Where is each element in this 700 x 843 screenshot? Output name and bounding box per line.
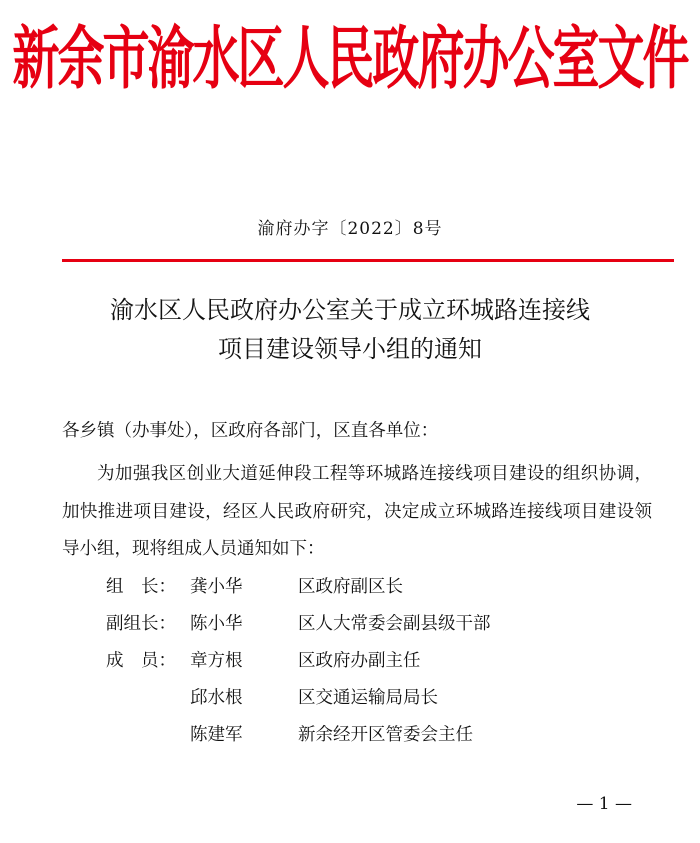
body-paragraph: 为加强我区创业大道延伸段工程等环城路连接线项目建设的组织协调，加快推进项目建设，经区人民政府研究，决定成立环城路连接线项目建设领导小组，现将组成人员通知如下： — [62, 464, 652, 559]
member-position: 新余经开区管委会主任 — [298, 725, 473, 745]
salutation: 各乡镇（办事处），区政府各部门，区直各单位： — [62, 421, 439, 441]
red-divider — [62, 259, 674, 262]
issuer-header: 新余市渝水区人民政府办公室文件 — [12, 19, 688, 100]
member-role: 成 员： — [106, 651, 176, 671]
member-position: 区政府办副主任 — [298, 651, 421, 671]
title-line-1: 渝水区人民政府办公室关于成立环城路连接线 — [110, 296, 590, 324]
member-position: 区政府副区长 — [298, 577, 403, 597]
member-name: 邱水根 — [190, 688, 243, 708]
member-role: 副组长： — [106, 614, 176, 634]
member-position: 区人大常委会副县级干部 — [298, 614, 491, 634]
member-role: 组 长： — [106, 577, 176, 597]
member-name: 章方根 — [190, 651, 243, 671]
member-position: 区交通运输局局长 — [298, 688, 438, 708]
title-line-2: 项目建设领导小组的通知 — [218, 335, 482, 363]
member-name: 龚小华 — [190, 577, 243, 597]
member-name: 陈建军 — [190, 725, 243, 745]
member-name: 陈小华 — [190, 614, 243, 634]
document-number: 渝府办字〔2022〕8号 — [257, 219, 443, 239]
page-number: — 1 — — [576, 794, 632, 814]
document-title — [40, 291, 660, 369]
